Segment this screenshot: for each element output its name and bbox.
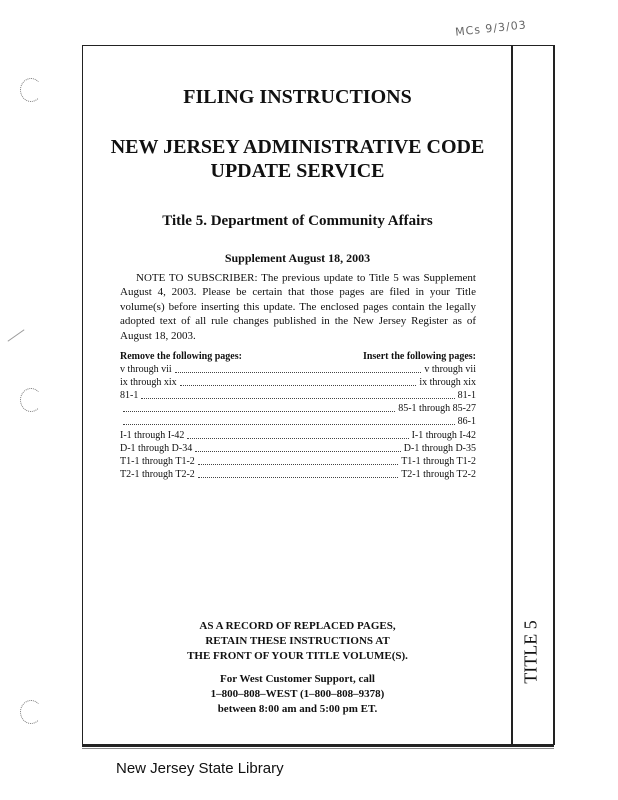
code-title-line2: UPDATE SERVICE: [210, 160, 385, 182]
code-title: [100, 135, 495, 183]
hole-punch-mark: [20, 78, 42, 102]
page-list-row: [120, 389, 476, 402]
record-line1: AS A RECORD OF REPLACED PAGES,: [199, 620, 396, 632]
hole-punch-mark: [20, 388, 42, 412]
dot-leader: [141, 398, 454, 399]
page-list-row: [120, 376, 476, 389]
insert-pages: T2-1 through T2-2: [401, 468, 476, 480]
remove-pages: v through vii: [120, 364, 172, 376]
dot-leader: [198, 477, 398, 478]
dot-leader: [180, 385, 417, 386]
remove-pages: T1-1 through T1-2: [120, 455, 195, 467]
dot-leader: [187, 438, 408, 439]
remove-pages: 81-1: [120, 390, 139, 402]
insert-pages: v through vii: [424, 364, 476, 376]
supplement-date: Supplement August 18, 2003: [224, 251, 371, 265]
page-list-row: [120, 363, 476, 376]
dot-leader: [175, 372, 422, 373]
page-list-row: [120, 468, 476, 481]
dot-leader: [123, 411, 395, 412]
dot-leader: [123, 424, 455, 425]
insert-pages: 81-1: [457, 390, 476, 402]
handwritten-note: MCs 9/3/03: [454, 18, 528, 39]
support-line2: 1–800–808–WEST (1–800–808–9378): [210, 688, 385, 700]
page-list-row: [120, 428, 476, 441]
dot-leader: [195, 451, 401, 452]
support-line1: For West Customer Support, call: [220, 673, 375, 685]
code-title-line1: NEW JERSEY ADMINISTRATIVE CODE: [110, 136, 485, 158]
remove-pages: T2-1 through T2-2: [120, 468, 195, 480]
page-list-row: [120, 455, 476, 468]
tab-label: TITLE 5: [520, 620, 541, 684]
insert-pages: T1-1 through T1-2: [401, 455, 476, 467]
dot-leader: [198, 464, 398, 465]
page-list-row: [120, 415, 476, 428]
insert-pages: I-1 through I-42: [411, 429, 476, 441]
library-stamp: New Jersey State Library: [116, 760, 284, 777]
column-headers: [120, 351, 476, 362]
subscriber-note: NOTE TO SUBSCRIBER: The previous update to Title 5 was Supplement August 4, 2003. Please be certain that those pages are filed in your Title volume(s) before inserting this update. The enclosed pages contain the legally adopted text of all rule changes published in the New Jersey Register as of August 18, 2003.: [120, 272, 476, 342]
page-list-row: [120, 442, 476, 455]
record-line2: RETAIN THESE INSTRUCTIONS AT: [205, 635, 390, 647]
support-line3: between 8:00 am and 5:00 pm ET.: [217, 703, 378, 715]
insert-pages: 86-1: [457, 416, 476, 428]
bottom-rule: [82, 745, 554, 747]
tab-edge: [553, 45, 555, 745]
hole-punch-mark: [20, 700, 42, 724]
bottom-rule-thin: [82, 748, 554, 749]
remove-header: Remove the following pages:: [120, 351, 242, 362]
page-list: [120, 363, 476, 481]
insert-pages: 85-1 through 85-27: [398, 403, 476, 415]
insert-pages: ix through xix: [419, 377, 476, 389]
filing-title: FILING INSTRUCTIONS: [183, 86, 412, 108]
page-list-row: [120, 402, 476, 415]
remove-pages: ix through xix: [120, 377, 177, 389]
tab-divider: [511, 45, 513, 745]
record-line3: THE FRONT OF YOUR TITLE VOLUME(S).: [187, 650, 408, 662]
remove-pages: D-1 through D-34: [120, 442, 193, 454]
stray-mark: [8, 329, 25, 341]
title-heading: Title 5. Department of Community Affairs: [162, 213, 433, 229]
customer-support: [100, 672, 495, 717]
remove-pages: I-1 through I-42: [120, 429, 185, 441]
insert-header: Insert the following pages:: [362, 351, 476, 362]
insert-pages: D-1 through D-35: [403, 442, 476, 454]
record-instructions: [100, 619, 495, 664]
